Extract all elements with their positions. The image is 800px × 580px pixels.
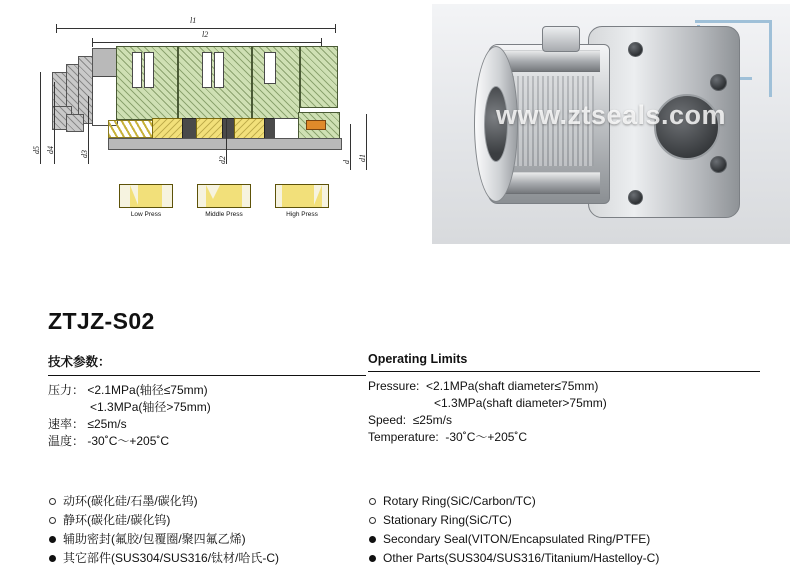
legend-caption: Middle Press	[205, 211, 243, 218]
bullet-filled-icon	[49, 555, 56, 562]
high-press-icon	[275, 184, 329, 208]
spec-row	[48, 416, 366, 433]
dimension-label-d2: d2	[218, 156, 227, 164]
spec-row	[368, 378, 760, 395]
bullet-hollow-icon	[369, 498, 376, 505]
list-item	[48, 549, 366, 568]
housing-cavity	[92, 76, 118, 126]
dimension-label-d: d	[342, 160, 351, 164]
seal-ring-yellow-1	[152, 118, 184, 140]
spec-value: <2.1MPa(轴径≤75mm)	[87, 383, 208, 397]
slot	[144, 52, 154, 88]
dimension-label-l2: l2	[202, 30, 209, 39]
bullet-filled-icon	[369, 536, 376, 543]
slot	[214, 52, 224, 88]
list-item	[368, 511, 760, 530]
specs-heading-english: Operating Limits	[368, 352, 468, 366]
list-item	[48, 530, 366, 549]
seal-assembly-render	[478, 20, 748, 226]
spec-row	[48, 399, 366, 416]
spec-value: <1.3MPa(轴径>75mm)	[90, 400, 211, 414]
spec-row	[48, 433, 366, 450]
housing-step-e	[66, 114, 84, 132]
list-item	[48, 511, 366, 530]
shaft-bore	[654, 94, 720, 160]
port-block	[542, 26, 580, 52]
spec-key: Temperature:	[368, 430, 439, 444]
chamber-end	[300, 46, 338, 108]
low-press-icon	[119, 184, 173, 208]
materials-column-english	[368, 492, 760, 568]
dimension-label-d5: d5	[32, 146, 41, 154]
seal-ring-yellow-3	[234, 118, 266, 140]
spec-key: 温度：	[48, 434, 85, 448]
spec-value: <2.1MPa(shaft diameter≤75mm)	[426, 379, 599, 393]
spec-key: 压力：	[48, 383, 85, 397]
technical-drawing	[30, 6, 400, 236]
legend-caption: Low Press	[130, 211, 162, 218]
seal-ring-yellow-2	[196, 118, 224, 140]
material-label: Secondary Seal(VITON/Encapsulated Ring/PTFE)	[383, 532, 651, 546]
legend-item-low-press	[115, 184, 177, 218]
dimension-tick	[56, 24, 57, 33]
materials-column-chinese	[48, 492, 366, 568]
middle-press-icon	[197, 184, 251, 208]
list-item	[368, 530, 760, 549]
legend-item-middle-press	[193, 184, 255, 218]
material-label: 其它部件(SUS304/SUS316/钛材/哈氏-C)	[63, 551, 280, 565]
material-label: 静环(碳化硅/碳化钨)	[63, 513, 171, 527]
legend-caption: High Press	[286, 211, 318, 218]
product-illustration-area	[0, 0, 800, 250]
slot	[132, 52, 142, 88]
spec-row	[368, 395, 760, 412]
bullet-filled-icon	[49, 536, 56, 543]
product-photo	[432, 4, 790, 244]
slot	[264, 52, 276, 84]
dimension-label-d3: d3	[80, 150, 89, 158]
list-item	[48, 492, 366, 511]
bullet-filled-icon	[369, 555, 376, 562]
spec-value: -30˚C～+205˚C	[445, 430, 528, 444]
page-title: ZTJZ-S02	[48, 308, 155, 334]
material-label: Rotary Ring(SiC/Carbon/TC)	[383, 494, 536, 508]
spec-value: ≤25m/s	[412, 413, 452, 427]
specs-heading-chinese: 技术参数：	[48, 355, 111, 369]
legend-item-high-press	[271, 184, 333, 218]
o-ring-detail	[306, 120, 326, 130]
material-label: 动环(碳化硅/石墨/碳化钨)	[63, 494, 198, 508]
shaft-sleeve	[108, 138, 342, 150]
bullet-hollow-icon	[49, 517, 56, 524]
dimension-label-d4: d4	[46, 146, 55, 154]
chamber-right	[252, 46, 300, 120]
material-label: Stationary Ring(SiC/TC)	[383, 513, 512, 527]
spec-value: <1.3MPa(shaft diameter>75mm)	[434, 396, 607, 410]
dimension-line-l1	[56, 28, 336, 29]
bullet-hollow-icon	[369, 517, 376, 524]
watermark-text: www.ztseals.com	[495, 100, 727, 130]
pressure-legend	[115, 184, 345, 230]
bolt	[710, 74, 727, 91]
spec-key: 速率：	[48, 417, 85, 431]
bolt	[628, 42, 643, 57]
material-label: Other Parts(SUS304/SUS316/Titanium/Hastelloy-C)	[383, 551, 660, 565]
gland-spacer	[274, 118, 300, 140]
cross-section-body	[52, 42, 342, 157]
spring	[108, 120, 154, 138]
list-item	[368, 492, 760, 511]
specs-column-english	[368, 352, 760, 446]
list-item	[368, 549, 760, 568]
specs-column-chinese	[48, 352, 366, 450]
dimension-label-d1: d1	[358, 154, 367, 162]
spec-row	[368, 429, 760, 446]
bolt	[710, 156, 727, 173]
spec-row	[48, 382, 366, 399]
spec-row	[368, 412, 760, 429]
slot	[202, 52, 212, 88]
bullet-hollow-icon	[49, 498, 56, 505]
material-label: 辅助密封(氟胶/包覆圈/聚四氟乙烯)	[63, 532, 246, 546]
bolt	[628, 190, 643, 205]
spec-value: -30˚C～+205˚C	[87, 434, 170, 448]
dimension-label-l1: l1	[190, 16, 197, 25]
spec-value: ≤25m/s	[87, 417, 127, 431]
dimension-tick	[335, 24, 336, 33]
spec-key: Speed:	[368, 413, 407, 427]
spec-key: Pressure:	[368, 379, 420, 393]
front-bore	[484, 86, 508, 162]
